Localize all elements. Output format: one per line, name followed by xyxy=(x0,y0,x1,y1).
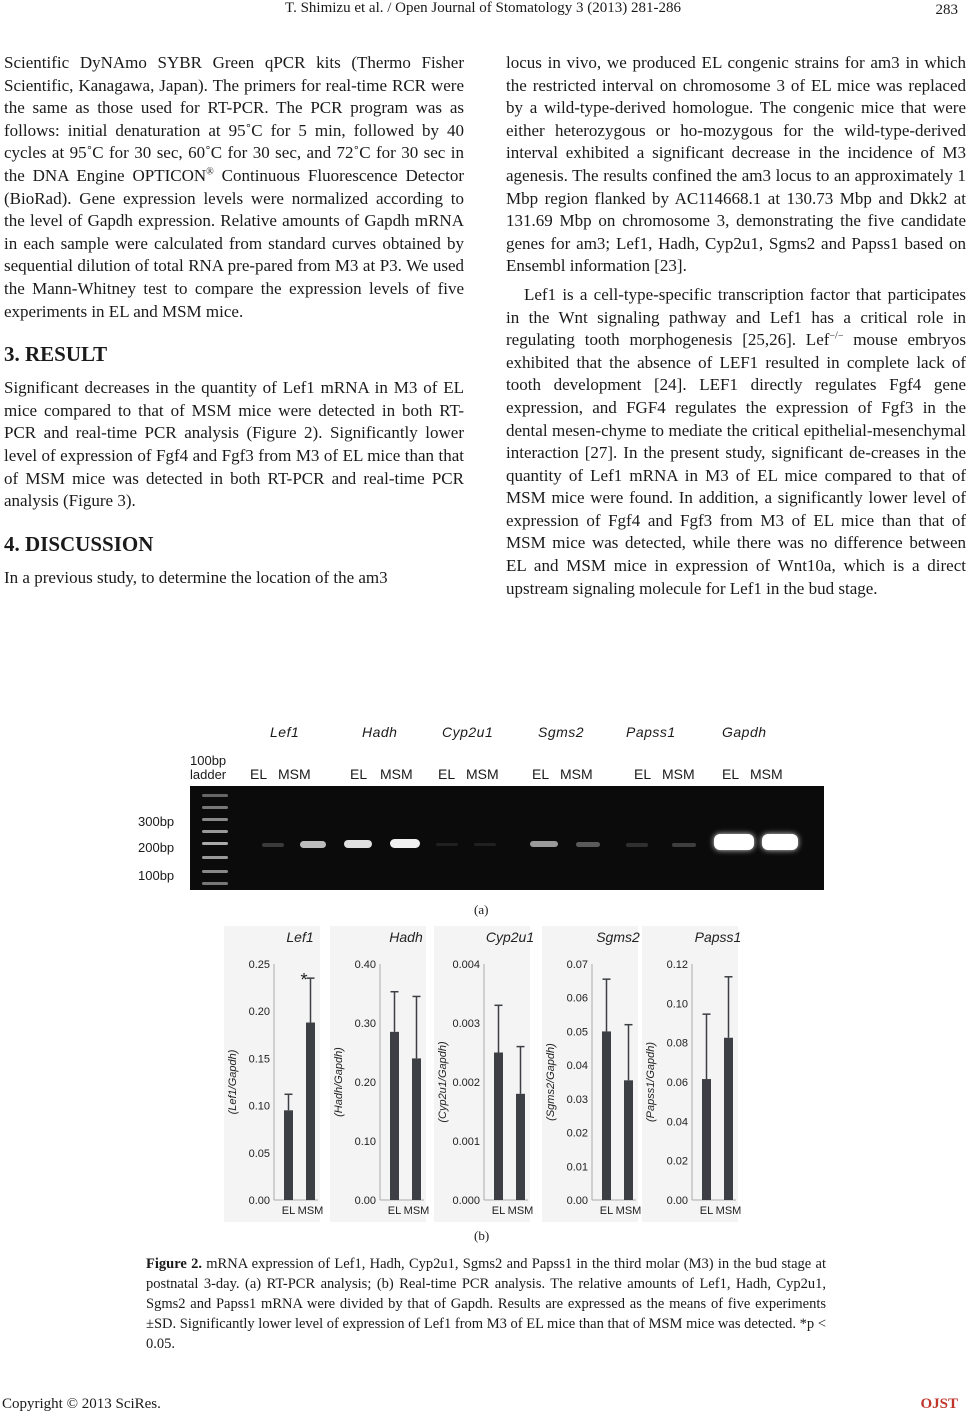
chart-title: Cyp2u1 xyxy=(485,929,535,945)
y-tick-label: 0.001 xyxy=(452,1136,480,1148)
y-tick-label: 0.20 xyxy=(354,1077,376,1089)
heading-discussion: 4. DISCUSSION xyxy=(4,531,154,556)
y-axis-label: (Sgms2/Gapdh) xyxy=(545,1043,557,1121)
y-tick-label: 0.05 xyxy=(248,1147,270,1160)
y-tick-label: 0.00 xyxy=(354,1195,376,1207)
bar-el xyxy=(390,1032,399,1200)
left-column xyxy=(4,52,464,589)
page-number: 283 xyxy=(935,2,958,18)
y-tick-label: 0.02 xyxy=(666,1155,688,1168)
discussion-paragraph-3: Lef1 is a cell-type-specific transcription factor that participates in the Wnt signaling pathway and Lef1 has a critical role in regulating tooth morphogenesis [25,26]. Lef−/− mouse embryos exhibited that the absence of LEF1 resulted in complete lack of tooth development [24]. LEF1 directly regulates Fgf4 gene expression, and FGF4 regulates the expression of Fgf3 in the dental mesen-chyme to mediate the critical epithelial-mesenchymal interaction [27]. In the present study, significant de-creases in the quantity of Lef1 mRNA in M3 of EL mice compared to that of MSM mice were found. In addition, a significantly lower level of expression of Fgf4 and Fgf3 from M3 of EL mice than that of MSM mice was detected, while there was no difference between EL and MSM mice in expression of Wnt10a, which is a direct upstream signaling molecule for Lef1 in the bud stage. xyxy=(506,284,966,598)
y-tick-label: 0.05 xyxy=(566,1026,588,1039)
y-tick-label: 0.10 xyxy=(666,998,688,1011)
realtime-pcr-bar-charts xyxy=(222,924,752,1224)
y-tick-label: 0.03 xyxy=(566,1093,588,1106)
discussion-paragraph-2: locus in vivo, we produced EL congenic strains for am3 in which the restricted interval on chromosome 3 of EL mice was replaced by a wild-type-derived homologue. The congenic mice that were either heterozygous or ho-mozygous for the wild-type-derived interval exhibited a significant decrease in the incidence of M3 agenesis. The results confined the am3 locus to an approximately 1 Mbp region flanked by AC114668.1 at 130.73 Mbp and Dkk2 at 131.69 Mbp on chromosome 3, demonstrating the five candidate genes for am3; Lef1, Hadh, Cyp2u1, Sgms2 and Papss1 based on Ensembl information [23]. xyxy=(506,53,966,276)
chart-title: Sgms2 xyxy=(596,929,640,945)
gel-figure xyxy=(138,722,824,892)
bar-msm xyxy=(412,1058,421,1200)
y-tick-label: 0.04 xyxy=(666,1116,688,1129)
bar-el xyxy=(702,1079,711,1200)
sample-el: EL xyxy=(634,766,652,782)
sample-el: EL xyxy=(250,766,268,782)
y-tick-label: 0.00 xyxy=(248,1195,270,1207)
journal-abbrev: OJST xyxy=(920,1396,958,1412)
x-tick-label: MSM xyxy=(403,1205,430,1217)
y-tick-label: 0.30 xyxy=(354,1018,376,1030)
x-tick-label: MSM xyxy=(297,1205,324,1217)
y-tick-label: 0.00 xyxy=(566,1195,588,1207)
figure-label: Figure 2. xyxy=(146,1256,202,1272)
chart-title: Hadh xyxy=(389,929,423,945)
x-tick-label: MSM xyxy=(615,1205,642,1217)
sample-el: EL xyxy=(532,766,550,782)
y-tick-label: 0.01 xyxy=(566,1161,588,1174)
bp-300: 300bp xyxy=(138,814,175,829)
ladder-label: 100bp ladder xyxy=(190,753,227,782)
bar-el xyxy=(284,1110,293,1200)
methods-paragraph: Scientific DyNAmo SYBR Green qPCR kits (Thermo Fisher Scientific, Kanagawa, Japan). The primers for real-time RCR were the same as those used for RT-PCR. The PCR program was as follows: initial denaturation at 95˚C for 5 min, followed by 40 cycles at 95˚C for 30 sec, 60˚C for 30 sec, and 72˚C for 30 sec in the DNA Engine OPTICON® Continuous Fluorescence Detector (BioRad). Gene expression levels were normalized according to the level of Gapdh expression. Relative amounts of Gapdh mRNA in each sample were calculated from standard curves obtained by sequential dilution of total RNA pre-pared from M3 at P3. We used the Mann-Whitney test to compare the expression levels of five experiments in EL and MSM mice. xyxy=(4,53,465,321)
result-paragraph: Significant decreases in the quantity of Lef1 mRNA in M3 of EL mice compared to that of MSM mice were detected in both RT-PCR and real-time PCR analysis (Figure 2). Significantly lower level of expression of Fgf4 and Fgf3 from M3 of EL mice than that of MSM mice was detected in both RT-PCR and real-time PCR analysis (Figure 3). xyxy=(4,378,464,511)
y-tick-label: 0.06 xyxy=(666,1077,688,1089)
y-axis-label: (Lef1/Gapdh) xyxy=(227,1049,239,1115)
registered-mark: ® xyxy=(206,166,214,178)
significance-asterisk: * xyxy=(300,970,308,991)
x-tick-label: EL xyxy=(491,1205,506,1217)
x-tick-label: MSM xyxy=(715,1205,742,1217)
bar-msm xyxy=(724,1038,733,1200)
right-column xyxy=(506,52,966,600)
gene-label-sgms2: Sgms2 xyxy=(538,724,585,740)
gene-label-lef1: Lef1 xyxy=(270,724,300,740)
bar-msm xyxy=(624,1080,633,1200)
panel-a-caption: (a) xyxy=(474,902,489,917)
y-tick-label: 0.15 xyxy=(248,1053,270,1066)
gene-label-cyp2u1: Cyp2u1 xyxy=(442,724,494,740)
page-header xyxy=(0,0,966,24)
knockout-superscript: −/− xyxy=(829,330,844,342)
gene-label-papss1: Papss1 xyxy=(626,724,676,740)
discussion-paragraph: In a previous study, to determine the location of the am3 xyxy=(4,567,388,587)
chart-title: Papss1 xyxy=(694,929,742,945)
gene-label-gapdh: Gapdh xyxy=(722,724,767,740)
y-tick-label: 0.003 xyxy=(452,1018,480,1030)
x-tick-label: EL xyxy=(281,1205,296,1217)
sample-el: EL xyxy=(722,766,740,782)
sample-msm: MSM xyxy=(750,766,783,782)
sample-msm: MSM xyxy=(380,766,413,782)
figure-caption xyxy=(146,1254,826,1354)
chart-title: Lef1 xyxy=(286,929,314,945)
panel-b-caption: (b) xyxy=(474,1228,490,1243)
y-tick-label: 0.10 xyxy=(354,1136,376,1148)
y-tick-label: 0.08 xyxy=(666,1037,688,1050)
sample-msm: MSM xyxy=(662,766,695,782)
bar-msm xyxy=(516,1094,525,1200)
sample-msm: MSM xyxy=(560,766,593,782)
bp-100: 100bp xyxy=(138,868,175,883)
y-tick-label: 0.06 xyxy=(566,992,588,1005)
y-tick-label: 0.20 xyxy=(248,1006,270,1019)
y-tick-label: 0.12 xyxy=(666,959,688,971)
y-tick-label: 0.02 xyxy=(566,1127,588,1140)
y-tick-label: 0.04 xyxy=(566,1060,588,1073)
x-tick-label: EL xyxy=(599,1205,614,1217)
y-tick-label: 0.004 xyxy=(452,959,480,971)
running-title: T. Shimizu et al. / Open Journal of Stomatology 3 (2013) 281-286 xyxy=(285,0,681,16)
x-tick-label: EL xyxy=(699,1205,714,1217)
bar-msm xyxy=(306,1023,315,1200)
copyright: Copyright © 2013 SciRes. xyxy=(2,1396,161,1412)
y-tick-label: 0.25 xyxy=(248,959,270,971)
y-tick-label: 0.002 xyxy=(452,1077,480,1089)
x-tick-label: MSM xyxy=(507,1205,534,1217)
sample-el: EL xyxy=(438,766,456,782)
gel-image xyxy=(190,786,824,890)
y-axis-label: (Papss1/Gapdh) xyxy=(645,1041,657,1123)
sample-msm: MSM xyxy=(278,766,311,782)
y-axis-label: (Hadh/Gapdh) xyxy=(333,1047,345,1117)
sample-msm: MSM xyxy=(466,766,499,782)
sample-el: EL xyxy=(350,766,368,782)
y-tick-label: 0.10 xyxy=(248,1100,270,1113)
y-tick-label: 0.000 xyxy=(452,1195,480,1207)
y-axis-label: (Cyp2u1/Gapdh) xyxy=(437,1041,449,1123)
heading-result: 3. RESULT xyxy=(4,342,108,367)
y-tick-label: 0.07 xyxy=(566,959,588,971)
y-tick-label: 0.40 xyxy=(354,959,376,971)
bp-200: 200bp xyxy=(138,840,175,855)
y-tick-label: 0.00 xyxy=(666,1195,688,1207)
x-tick-label: EL xyxy=(387,1205,402,1217)
gene-label-hadh: Hadh xyxy=(362,724,398,740)
bar-el xyxy=(494,1053,503,1201)
figure-caption-text: mRNA expression of Lef1, Hadh, Cyp2u1, Sgms2 and Papss1 in the third molar (M3) in the bud stage at postnatal 3-day. (a) RT-PCR analysis; (b) Real-time PCR analysis. The relative amounts of Lef1, Hadh, Cyp2u1, Sgms2 and Papss1 mRNA were divided by that of Gapdh. Results are expressed as the means of five experiments ±SD. Significantly lower level of expression of Lef1 from M3 of EL mice than that of MSM mice was detected. *p < 0.05. xyxy=(146,1256,827,1352)
bar-el xyxy=(602,1031,611,1200)
